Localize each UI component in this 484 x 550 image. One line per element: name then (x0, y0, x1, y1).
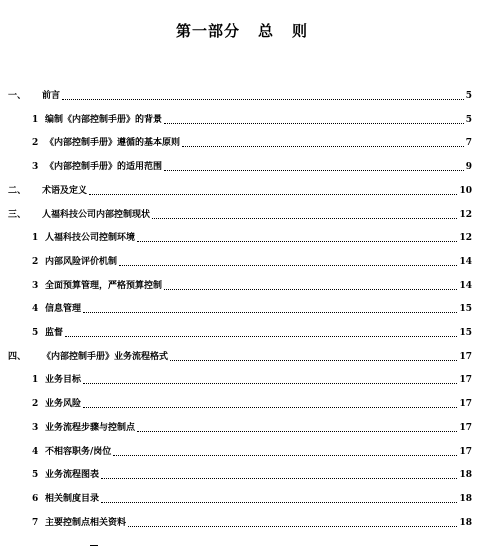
toc-entry-label: 《内部控制手册》遵循的基本原则 (45, 138, 181, 149)
toc-entry-label: 业务风险 (45, 399, 82, 410)
toc-entry-number: 2 (32, 256, 39, 267)
toc-entry-page-number: 17 (459, 399, 472, 410)
toc-dot-leader (62, 99, 464, 100)
toc-entry[interactable] (0, 278, 484, 294)
toc-dot-leader (170, 360, 457, 361)
toc-entry-label: 术语及定义 (42, 185, 88, 196)
toc-entry[interactable] (0, 372, 484, 388)
toc-dot-leader (164, 170, 464, 171)
toc-entry-label: 全面预算管理，严格预算控制 (45, 280, 163, 291)
toc-entry[interactable] (0, 88, 484, 104)
toc-entry-label: 相关制度目录 (45, 493, 100, 504)
toc-entry-page-number: 10 (459, 185, 472, 196)
page-title (0, 20, 484, 41)
toc-entry-label: 业务流程图表 (45, 470, 100, 481)
toc-dot-leader (152, 218, 457, 219)
toc-dot-leader (101, 502, 457, 503)
toc-entry-number: 1 (32, 114, 39, 125)
toc-dot-leader (113, 455, 457, 456)
toc-entry-label: 人福科技公司内部控制现状 (42, 209, 151, 220)
toc-entry-page-number: 14 (459, 256, 472, 267)
toc-entry-page-number: 18 (459, 493, 472, 504)
toc-entry-label: 内部风险评价机制 (45, 256, 118, 267)
toc-entry-page-number: 17 (459, 422, 472, 433)
toc-dot-leader (83, 407, 457, 408)
toc-entry-page-number: 5 (465, 114, 472, 125)
toc-entry-number: 三、 (8, 209, 27, 220)
toc-entry-page-number: 5 (465, 91, 472, 101)
toc-dot-leader (89, 194, 457, 195)
toc-entry-number: 1 (32, 233, 39, 244)
toc-entry-page-number: 14 (459, 280, 472, 291)
toc-entry-page-number: 18 (459, 517, 472, 528)
toc-entry[interactable] (0, 135, 484, 151)
toc-entry-page-number: 12 (459, 209, 472, 220)
toc-entry-page-number: 17 (459, 375, 472, 386)
title-part: 则 (292, 22, 309, 40)
toc-entry-number: 7 (32, 517, 39, 528)
toc-entry-number: 3 (32, 422, 39, 433)
page-edge-mark (90, 545, 98, 549)
toc-entry-label: 《内部控制手册》业务流程格式 (42, 351, 169, 362)
toc-dot-leader (164, 289, 457, 290)
toc-entry-label: 信息管理 (45, 304, 82, 315)
toc-entry-label: 监督 (45, 328, 64, 338)
toc-entry-number: 3 (32, 280, 39, 291)
title-part: 第一部分 (175, 22, 240, 40)
toc-entry-page-number: 9 (465, 162, 472, 173)
toc-dot-leader (164, 123, 464, 124)
toc-entry-number: 四、 (8, 351, 27, 362)
toc-entry-label: 《内部控制手册》的适用范围 (45, 162, 163, 173)
toc-entry[interactable] (0, 444, 484, 460)
toc-entry-page-number: 15 (459, 328, 472, 338)
toc-entry-label: 人福科技公司控制环境 (45, 233, 136, 244)
toc-dot-leader (83, 312, 457, 313)
toc-entry[interactable] (0, 396, 484, 412)
toc-entry[interactable] (0, 230, 484, 246)
toc-entry[interactable] (0, 491, 484, 507)
toc-entry-label: 前言 (42, 91, 61, 101)
toc-dot-leader (119, 265, 457, 266)
toc-entry-page-number: 12 (459, 233, 472, 244)
toc-dot-leader (83, 383, 457, 384)
toc-entry-label: 不相容职务/岗位 (45, 446, 112, 457)
toc-entry[interactable] (0, 349, 484, 365)
toc-entry[interactable] (0, 467, 484, 483)
toc-entry-label: 业务流程步骤与控制点 (45, 422, 136, 433)
toc-entry-page-number: 7 (465, 138, 472, 149)
toc-entry-number: 2 (32, 399, 39, 410)
toc-entry[interactable] (0, 207, 484, 223)
toc-dot-leader (137, 241, 457, 242)
toc-entry[interactable] (0, 325, 484, 341)
toc-entry-number: 5 (32, 470, 39, 481)
toc-entry-page-number: 17 (459, 446, 472, 457)
toc-entry-page-number: 15 (459, 304, 472, 315)
toc-entry-number: 二、 (8, 185, 27, 196)
toc-entry-label: 主要控制点相关资料 (45, 517, 127, 528)
toc-entry-number: 一、 (8, 91, 27, 101)
toc-dot-leader (182, 146, 464, 147)
toc-entry[interactable] (0, 301, 484, 317)
toc-entry[interactable] (0, 254, 484, 270)
toc-dot-leader (65, 336, 457, 337)
toc-entry-page-number: 18 (459, 470, 472, 481)
toc-entry-number: 4 (32, 304, 39, 315)
toc-entry[interactable] (0, 420, 484, 436)
toc-dot-leader (137, 431, 457, 432)
toc-entry[interactable] (0, 183, 484, 199)
toc-entry-label: 业务目标 (45, 375, 82, 386)
toc-entry-number: 5 (32, 328, 39, 338)
toc-entry-page-number: 17 (459, 351, 472, 362)
toc-entry[interactable] (0, 112, 484, 128)
toc-entry-number: 6 (32, 493, 39, 504)
toc-entry-label: 编制《内部控制手册》的背景 (45, 114, 163, 125)
toc-entry[interactable] (0, 515, 484, 531)
toc-entry-number: 2 (32, 138, 39, 149)
toc-entry-number: 3 (32, 162, 39, 173)
title-part: 总 (257, 22, 274, 40)
toc-entry[interactable] (0, 159, 484, 175)
toc-dot-leader (128, 526, 457, 527)
toc-dot-leader (101, 478, 457, 479)
toc-entry-number: 1 (32, 375, 39, 386)
toc-entry-number: 4 (32, 446, 39, 457)
